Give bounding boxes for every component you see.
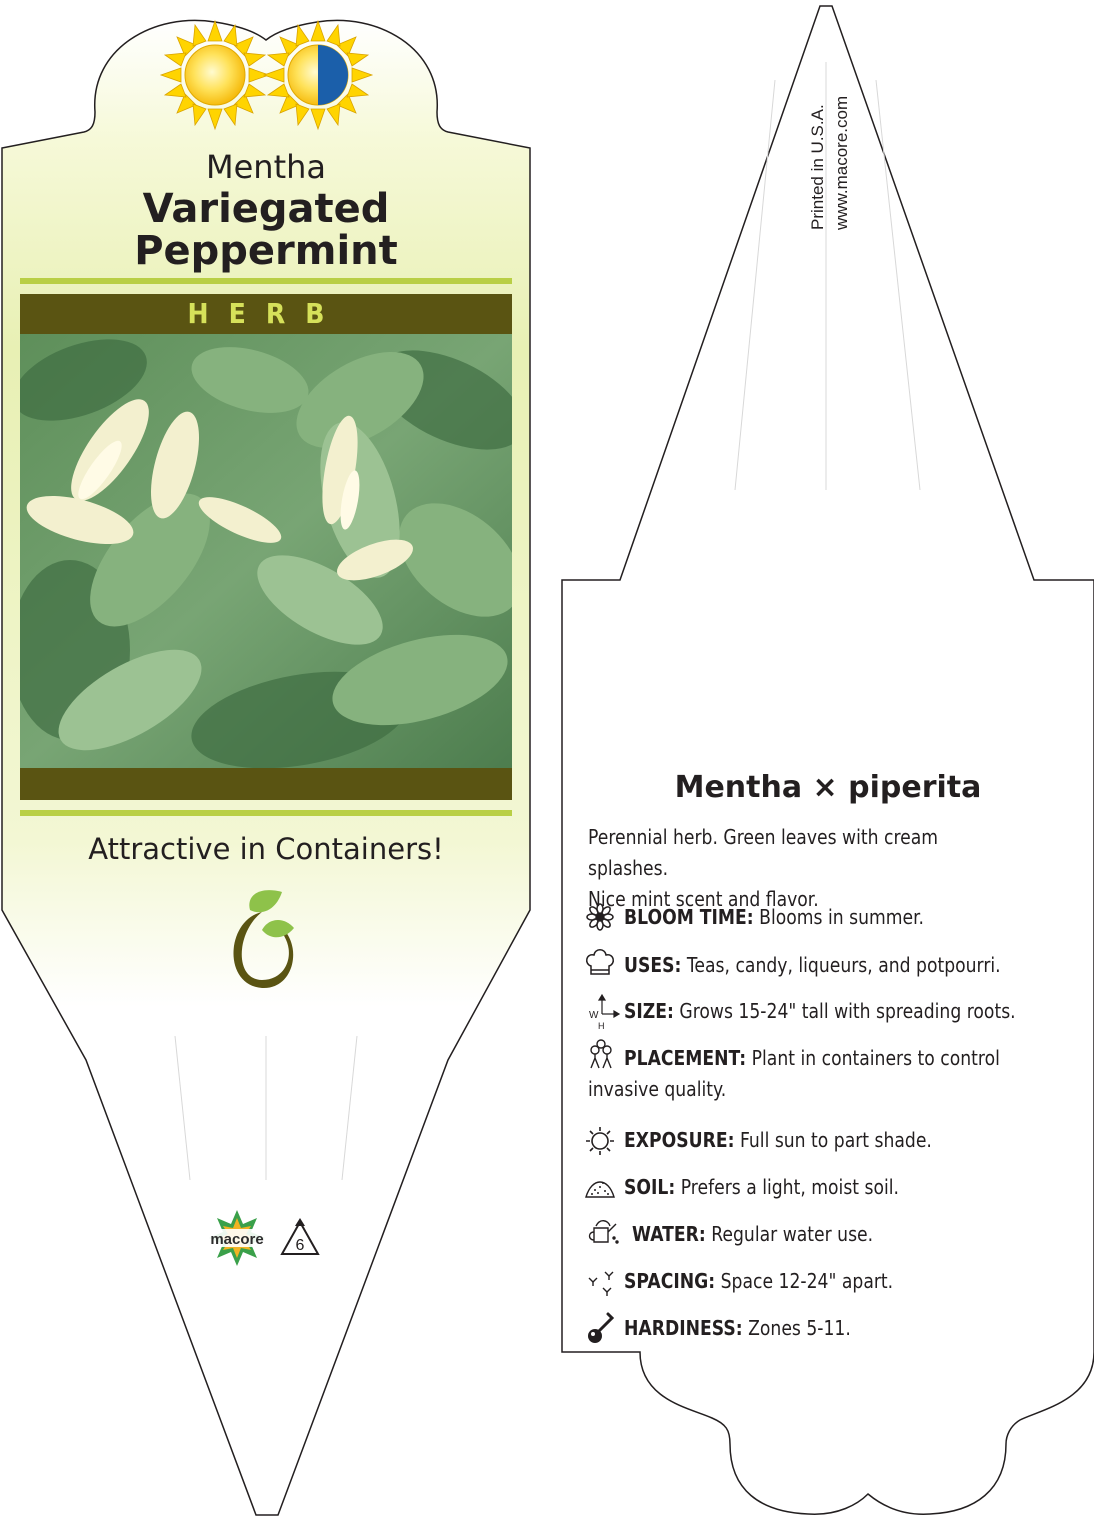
accent-line-top (20, 278, 512, 284)
common-name-line1: Variegated (142, 186, 390, 232)
website: www.macore.com (832, 95, 851, 230)
tagline: Attractive in Containers! (88, 832, 444, 866)
common-name (20, 188, 512, 272)
part-shade-icon (264, 21, 372, 129)
recycle-code: 6 (295, 1237, 305, 1254)
svg-text:W: W (589, 1010, 599, 1021)
category-label: HERB (187, 297, 345, 330)
printed-info (800, 70, 851, 240)
svg-text:H: H (598, 1021, 605, 1031)
common-name-line2: Peppermint (134, 228, 398, 274)
printed-in-usa: Printed in U.S.A. (808, 104, 827, 230)
full-sun-icon (161, 21, 269, 129)
photo-bottom-band (20, 768, 512, 800)
accent-line-bottom (20, 810, 512, 816)
description: Perennial herb. Green leaves with cream splashes. Nice mint scent and flavor. (588, 825, 939, 911)
brand-name: macore (210, 1231, 264, 1248)
plant-photo (2, 323, 542, 783)
botanical-name: Mentha × piperita (674, 770, 982, 805)
genus-name: Mentha (205, 148, 326, 186)
